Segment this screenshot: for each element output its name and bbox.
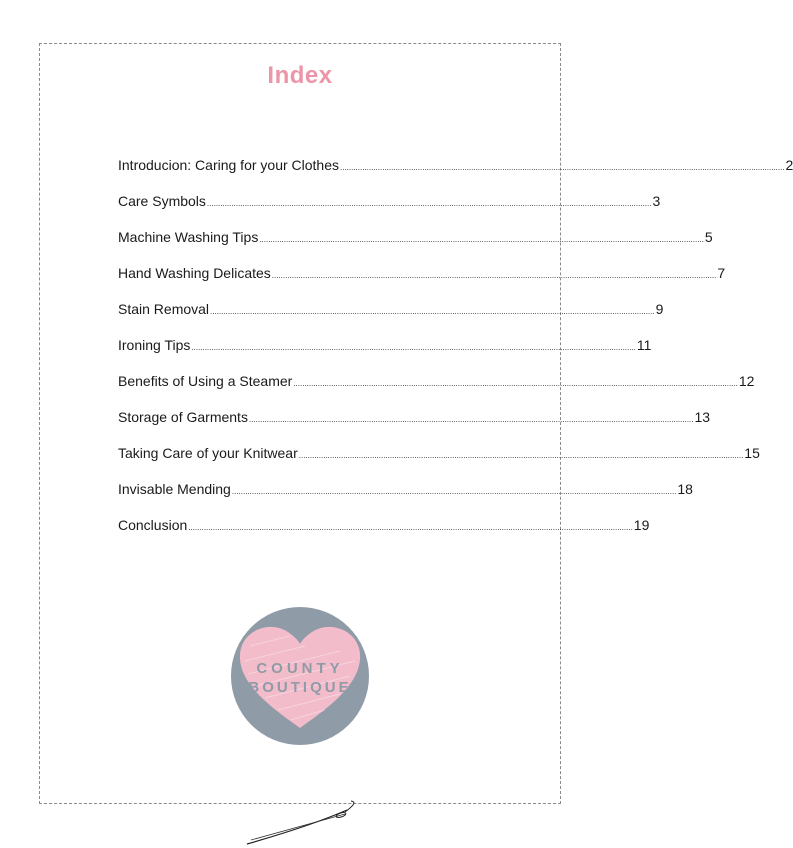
toc-entry-title: Hand Washing Delicates [118,265,271,281]
toc-entry [118,157,793,193]
needle-thread-icon [245,800,365,846]
toc-dot-leader: ........................................................................................................................................................................................................ [191,343,636,352]
toc-entry-page: 18 [677,481,693,497]
toc-dot-leader: ........................................................................................................................................................................................................ [271,271,717,280]
toc-entry-title: Stain Removal [118,301,210,317]
toc-entry-page: 15 [744,445,760,461]
toc-dot-leader: ........................................................................................................................................................................................................ [293,379,738,388]
toc-entry [118,193,661,229]
toc-entry [118,301,664,337]
toc-entry-page: 2 [785,157,793,173]
logo-text-line1: COUNTY [256,660,344,677]
toc-entry [118,229,713,265]
toc-entry-page: 7 [717,265,726,281]
toc-entry-page: 3 [652,193,661,209]
toc-dot-leader: ........................................................................................................................................................................................................ [298,451,744,460]
toc-entry-title: Benefits of Using a Steamer [118,373,293,389]
toc-entry-page: 9 [655,301,664,317]
toc-entry [118,265,726,301]
toc-entry [118,445,760,481]
toc-dot-leader: ........................................................................................................................................................................................................ [206,199,652,208]
toc-entry [118,373,755,409]
toc-entry-page: 12 [738,373,755,389]
toc-dot-leader: ........................................................................................................................................................................................................ [340,163,785,172]
page-title: Index [267,62,333,89]
toc-entry-title: Invisable Mending [118,481,231,497]
toc-entry-page: 11 [636,337,652,353]
toc-dot-leader: ........................................................................................................................................................................................................ [259,235,704,244]
toc-entry [118,409,711,445]
toc-entry [118,481,693,517]
toc-entry-page: 13 [694,409,711,425]
toc-entry [118,337,652,373]
toc-dot-leader: ........................................................................................................................................................................................................ [248,415,694,424]
toc-entry-page: 19 [633,517,650,533]
toc-entry-title: Storage of Garments [118,409,248,425]
toc-entry-title: Machine Washing Tips [118,229,259,245]
toc-dot-leader: ........................................................................................................................................................................................................ [188,523,633,532]
logo-text-line2: BOUTIQUE [248,679,352,696]
toc-entry-title: Conclusion [118,517,188,533]
toc-entry-title: Introducion: Caring for your Clothes [118,157,339,173]
table-of-contents [118,157,793,553]
toc-entry-title: Care Symbols [118,193,206,209]
toc-entry-title: Taking Care of your Knitwear [118,445,298,461]
county-boutique-logo [230,606,370,746]
toc-dot-leader: ........................................................................................................................................................................................................ [231,487,677,496]
toc-dot-leader: ........................................................................................................................................................................................................ [210,307,655,316]
toc-entry [118,517,650,553]
toc-entry-page: 5 [704,229,713,245]
toc-entry-title: Ironing Tips [118,337,191,353]
